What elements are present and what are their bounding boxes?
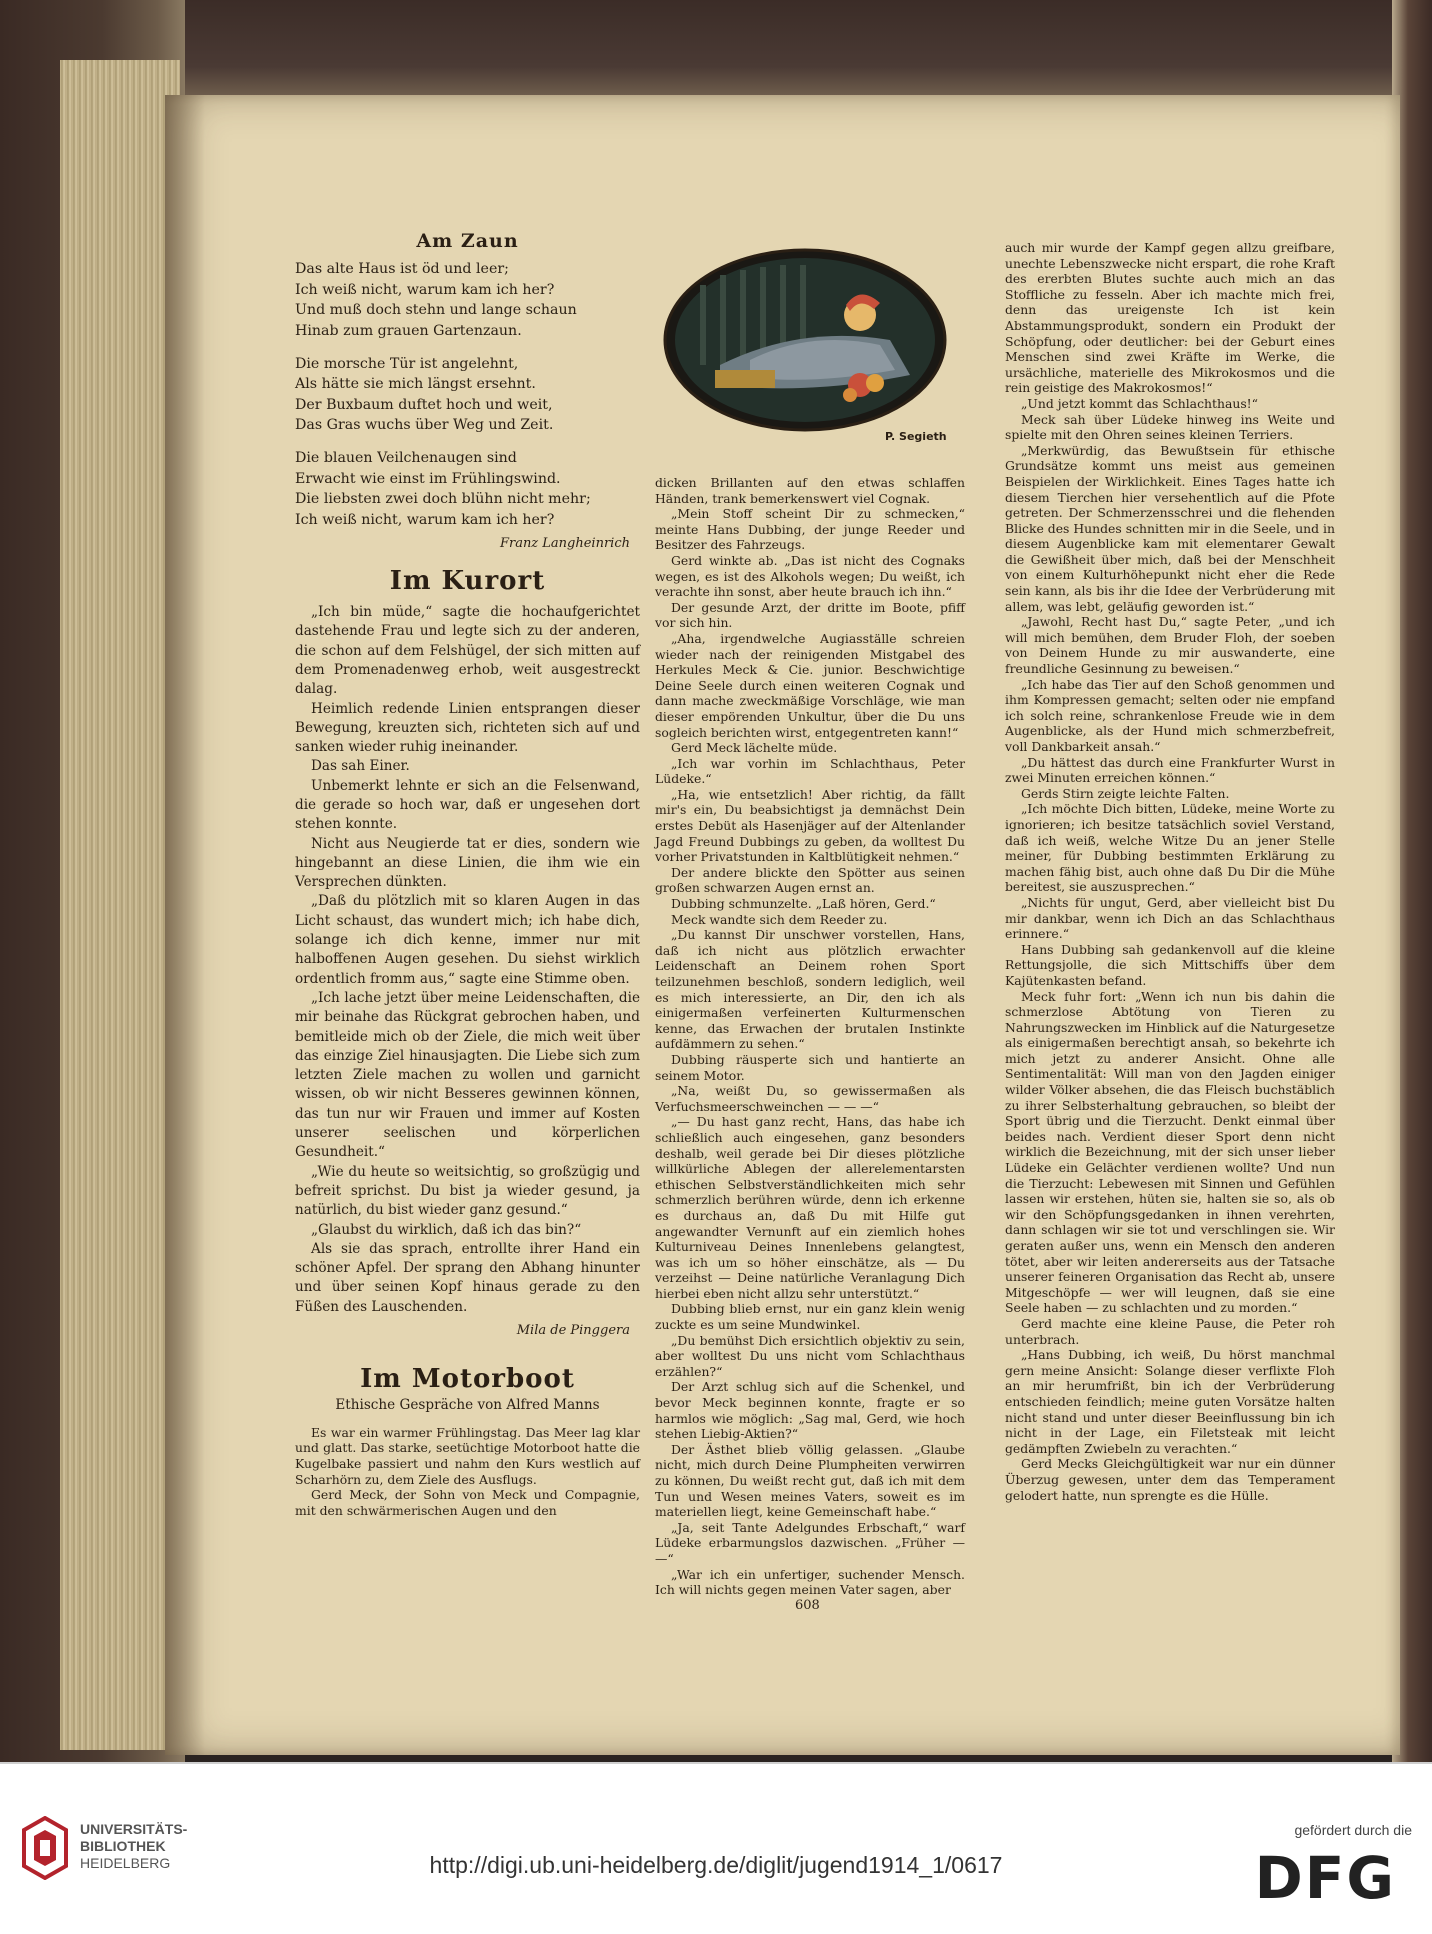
poem-stanza: [295, 259, 640, 341]
paragraph: Nicht aus Neugierde tat er dies, sondern wie hingebannt an diese Linien, die ihm wie ein Versprechen dünkten.: [295, 835, 640, 891]
left-column: [295, 232, 640, 1518]
paragraph: Der Ästhet blieb völlig gelassen. „Glaube nicht, mich durch Deine Plumpheiten verwirren zu können, Du weißt recht gut, daß ich mit dem Tun und Wesen meines Vaters, soweit es im materiellen liegt, keine Gemeinschaft habe.“: [655, 1441, 965, 1520]
paragraph: „Ich bin müde,“ sagte die hochaufgerichtet dastehende Frau und legte sich zu der anderen, die schon auf dem Felshügel, der sich mitten auf dem Promenadenweg erhob, weit ausgestreckt dalag.: [295, 604, 640, 698]
funded-by-text: gefördert durch die: [1294, 1822, 1412, 1838]
page-number: 608: [795, 1598, 820, 1613]
poem-line: Ich weiß nicht, warum kam ich her?: [295, 511, 555, 528]
paragraph: Hans Dubbing sah gedankenvoll auf die kleine Rettungsjolle, die sich Mittschiffs über dem Kajütenkasten befand.: [1005, 941, 1335, 988]
paragraph: „Hans Dubbing, ich weiß, Du hörst manchmal gern meine Ansicht: Solange dieser verflixte Floh an mir herumfrißt, bin ich der Verbrüderung entschieden feindlich; meine guten Vorsätze halten nicht stand und unter dieser Beeinflussung bin ich nicht in der Lage, ein Filetsteak mit leicht gedämpften Zwiebeln zu verachten.“: [1005, 1347, 1335, 1456]
paragraph: „Wie du heute so weitsichtig, so großzügig und befreit sprichst. Du bist ja wieder gesund, ja natürlich, du bist wieder ganz gesund.“: [295, 1163, 640, 1219]
poem-line: Als hätte sie mich längst ersehnt.: [295, 376, 536, 393]
paragraph: „Merkwürdig, das Bewußtsein für ethische Grundsätze kommt uns meist aus gemeinen Beispielen der Wirklichkeit. Eines Tages hatte ich diesem Tierchen hier versehentlich auf die Pfote getreten. Der Schmerzensschrei und die flehenden Blicke des Hundes schnitten mir in die Seele, und in diesem Augenblicke kam mit elementarer Gewalt die Gewißheit über mich, daß bei der Menschheit von einem Kulturhöhepunkt nicht eher die Rede sein kann, als bis ihr die Idee der Verbrüderung mit allem, was lebt, geläufig geworden ist.“: [1005, 442, 1335, 614]
motorboot-title: Im Motorboot: [360, 1364, 575, 1395]
paragraph: „Du hättest das durch eine Frankfurter Wurst in zwei Minuten erreichen können.“: [1005, 754, 1335, 786]
poem-line: Das Gras wuchs über Weg und Zeit.: [295, 417, 554, 434]
paragraph: Das sah Einer.: [311, 758, 410, 775]
paragraph: Der andere blickte den Spötter aus seinen großen schwarzen Augen ernst an.: [655, 864, 965, 896]
paragraph: „Jawohl, Recht hast Du,“ sagte Peter, „und ich will mich bemühen, dem Bruder Floh, der soeben von Deinem Hunde zu mir auswanderte, eine freundliche Gesinnung zu beweisen.“: [1005, 614, 1335, 677]
paragraph: Als sie das sprach, entrollte ihrer Hand ein schöner Apfel. Der sprang den Abhang hinunter und über seinen Kopf hinaus gerade zu den Füßen des Lauschenden.: [295, 1240, 640, 1315]
poem-stanza: [295, 354, 640, 436]
paragraph: dicken Brillanten auf den etwas schlaffen Händen, trank bemerkenswert viel Cognak.: [655, 475, 965, 506]
motorboot-text-col1: [295, 1425, 640, 1519]
poem-line: Ich weiß nicht, warum kam ich her?: [295, 281, 555, 298]
paragraph: „Glaubst du wirklich, daß ich das bin?“: [311, 1221, 582, 1238]
paragraph: Gerd Meck, der Sohn von Meck und Compagnie, mit den schwärmerischen Augen und den: [295, 1487, 640, 1518]
poem-am-zaun: [295, 232, 640, 554]
paragraph: „Ich war vorhin im Schlachthaus, Peter Lüdeke.“: [655, 755, 965, 787]
paragraph: Unbemerkt lehnte er sich an die Felsenwand, die gerade so hoch war, daß er ungesehen dort stehen konnte.: [295, 777, 640, 833]
motorboot-subtitle: Ethische Gespräche von Alfred Manns: [335, 1396, 600, 1413]
library-name-line: HEIDELBERG: [80, 1855, 171, 1871]
paragraph: „Ja, seit Tante Adelgundes Erbschaft,“ warf Lüdeke erbarmungslos dazwischen. „Früher — —“: [655, 1519, 965, 1566]
dfg-logo[interactable]: DFG: [1254, 1844, 1396, 1912]
kurort-author: Mila de Pinggera: [516, 1323, 630, 1338]
paragraph: „Ich lache jetzt über meine Leidenschaften, die mir beinahe das Rückgrat gebrochen haben, und bemitleide mich ob der Ziele, die mich weit über das einzige Ziel hinausjagten. Die Liebe sich zum letzten Ziele machen zu wollen und garnicht wissen, ob wir nicht Besseres gewinnen können, das tun nur wir Frauen und immer auf Kosten unserer seelischen und körperlichen Gesundheit.“: [295, 989, 640, 1161]
paragraph: Meck sah über Lüdeke hinweg ins Weite und spielte mit den Ohren seines kleinen Terriers.: [1005, 411, 1335, 443]
paragraph: Meck wandte sich dem Reeder zu.: [671, 911, 888, 927]
paragraph: „Und jetzt kommt das Schlachthaus!“: [1021, 395, 1258, 411]
paragraph: auch mir wurde der Kampf gegen allzu greifbare, unechte Lebenszwecke nicht erspart, die rohe Kraft des ererbten Blutes suchte auch mich an das Stoffliche zu fesseln. Aber ich machte mich frei, denn das ureigenste Ich ist kein Abstammungsprodukt, sondern ein Produkt der Schöpfung, oder deutlicher: bei der Geburt eines Menschen sind zwei Kräfte im Werke, die ursächliche, materielle des Mikrokosmos und die rein geistige des Makrokosmos!“: [1005, 240, 1335, 396]
paragraph: „Ich habe das Tier auf den Schoß genommen und ihm Kompressen gemacht; selten oder nie empfand ich solch reine, schrankenlose Freude wie in dem Augenblicke, als der Hund mich schmerzbefreit, voll Dankbarkeit ansah.“: [1005, 676, 1335, 754]
poem-line: Die morsche Tür ist angelehnt,: [295, 355, 519, 372]
paragraph: Gerd Meck lächelte müde.: [671, 740, 838, 756]
paragraph: Heimlich redende Linien entsprangen dieser Bewegung, kreuzten sich, richteten sich auf und sanken wieder ruhig ineinander.: [295, 700, 640, 756]
poem-line: Die liebsten zwei doch blühn nicht mehr;: [295, 491, 591, 508]
paragraph: „Na, weißt Du, so gewissermaßen als Verfuchsmeerschweinchen — — —“: [655, 1083, 965, 1114]
paragraph: „Aha, irgendwelche Augiasställe schreien wieder nach der reinigenden Mistgabel des Herkules Meck & Cie. junior. Beschwichtige Deine Seele durch einen weiteren Cognak und dann mache zweckmäßige Vorschläge, wie man dieser empörenden Unkultur, über die Du uns sogleich berichten wirst, entgegentreten kann!“: [655, 630, 965, 740]
paragraph: Gerd machte eine kleine Pause, die Peter roh unterbrach.: [1005, 1315, 1335, 1347]
kurort-text: [295, 603, 640, 1317]
poem-line: Der Buxbaum duftet hoch und weit,: [295, 396, 553, 413]
paragraph: „— Du hast ganz recht, Hans, das habe ich schließlich auch eingesehen, ganz besonders deshalb, weil gerade bei Dir dieses plötzliche willkürliche Ablegen der allerelementarsten ethischen Selbstverständlichkeiten mich sehr schmerzlich berühren würde, denn ich erkenne es durchaus an, daß Du mit Hilfe gut angewandter Vernunft auf ein ziemlich hohes Kulturniveau Deines Innenlebens gelangtest, was ich um so höher einschätze, als — Du verzeihst — Deine natürliche Veranlagung Dich hierbei eben nicht allzu sehr unterstützt.“: [655, 1114, 965, 1301]
paragraph: Dubbing schmunzelte. „Laß hören, Gerd.“: [671, 896, 936, 912]
paragraph: „Mein Stoff scheint Dir zu schmecken,“ meinte Hans Dubbing, der junge Reeder und Besitzer des Fahrzeugs.: [655, 506, 965, 553]
poem-title: Am Zaun: [416, 230, 519, 252]
kurort-title: Im Kurort: [389, 565, 546, 596]
paragraph: Es war ein warmer Frühlingstag. Das Meer lag klar und glatt. Das starke, seetüchtige Motorboot hatte die Kugelbake passiert und nahm den Kurs westlich auf Scharhörn zu, dem Ziele des Ausflugs.: [295, 1424, 640, 1487]
permalink-url[interactable]: http://digi.ub.uni-heidelberg.de/diglit/jugend1914_1/0617: [429, 1852, 1003, 1878]
paragraph: Dubbing räusperte sich und hantierte an seinem Motor.: [655, 1051, 965, 1083]
paragraph: „War ich ein unfertiger, suchender Mensch. Ich will nichts gegen meinen Vater sagen, aber: [655, 1566, 965, 1598]
oval-illustration: [660, 245, 950, 435]
paragraph: „Du kannst Dir unschwer vorstellen, Hans, daß ich nicht aus plötzlich erwachter Leidenschaft an Deinem rohen Sport teilzunehmen beschloß, sondern lediglich, weil es mich interessierte, an Dir, den ich als einigermaßen verfeinerten Kulturmenschen kenne, das Erwachen der brutalen Instinkte aufdämmern zu sehen.“: [655, 927, 965, 1052]
paragraph: „Du bemühst Dich ersichtlich objektiv zu sein, aber wolltest Du uns nicht vom Schlachthaus erzählen?“: [655, 1332, 965, 1379]
page-edges: [60, 60, 180, 1750]
paragraph: „Ich möchte Dich bitten, Lüdeke, meine Worte zu ignorieren; ich besitze tatsächlich soviel Verstand, daß ich weiß, welche Witze Du an jener Stelle meiner, für Dubbing bestimmten Erklärung zu machen fähig bist, auch ohne daß Du Dir die Mühe bereitest, sie auszusprechen.“: [1005, 801, 1335, 895]
paragraph: Der gesunde Arzt, der dritte im Boote, pfiff vor sich hin.: [655, 599, 965, 631]
poem-author: Franz Langheinrich: [499, 536, 630, 552]
paragraph: „Daß du plötzlich mit so klaren Augen in das Licht schaust, das wundert mich; ich habe dich, solange ich dich kenne, immer nur mit halboffenen Augen gesehen. Du siehst wirklich ordentlich fromm aus,“ sagte eine Stimme oben.: [295, 893, 640, 987]
illustration-credit: P. Segieth: [885, 430, 947, 443]
paragraph: Meck fuhr fort: „Wenn ich nun bis dahin die schmerzlose Abtötung von Tieren zu Nahrungszwecken im Hinblick auf die Naturgesetze als einigermaßen berechtigt ansah, so bekehrte ich mich jetzt zu anderer Ansicht. Ohne alle Sentimentalität: Will man von den Jagden einiger wilder Völker absehen, die das Fleisch buchstäblich zu ihrer Selbsterhaltung gebrauchen, so bleibt der Sport übrig und die Tierzucht. Denkt einmal über beides nach. Verdient dieser Sport denn nicht wirklich die Bezeichnung, mit der sich unser lieber Lüdeke ein Gelächter verdienen wollte? Und nun die Tierzucht: Lebewesen mit Sinnen und Gefühlen lassen wir erstehen, hüten sie, halten sie so, als ob wir den Schöpfungsgedanken in ihnen verehrten, dann schlagen wir sie tot und verschlingen sie. Wir geraten außer uns, wenn ein Mensch den anderen tötet, aber wir leiten andererseits aus der Tatsache unserer feineren Organisation das Recht ab, unsere Mitgeschöpfe — wer will leugnen, daß sie eine Seele haben — zu schlachten und zu morden.“: [1005, 988, 1335, 1316]
right-column: [1005, 240, 1335, 1503]
paragraph: Gerds Stirn zeigte leichte Falten.: [1021, 785, 1230, 801]
middle-column: [655, 475, 965, 1598]
library-name-line: BIBLIOTHEK: [80, 1838, 166, 1854]
paragraph: Gerd winkte ab. „Das ist nicht des Cognaks wegen, es ist des Alkohols wegen; Du weißt, ich verachte ihn sonst, aber heute brauch ich ihn.“: [655, 552, 965, 600]
poem-line: Das alte Haus ist öd und leer;: [295, 261, 509, 278]
paragraph: „Ha, wie entsetzlich! Aber richtig, da fällt mir's ein, Du beabsichtigst ja demnächst Dein erstes Debüt als Hasenjäger auf der Altenlander Jagd Freund Dubbings zu geben, da wolltest Du vorher Privatstunden in Kaltblütigkeit nehmen.“: [655, 786, 965, 865]
viewer-footer: [0, 1762, 1432, 1934]
paragraph: Dubbing blieb ernst, nur ein ganz klein wenig zuckte es um seine Mundwinkel.: [655, 1301, 965, 1333]
poem-line: Die blauen Veilchenaugen sind: [295, 450, 517, 467]
paragraph: Der Arzt schlug sich auf die Schenkel, und bevor Meck beginnen konnte, fragte er so harmlos wie möglich: „Sag mal, Gerd, wie hoch stehen Liebig-Aktien?“: [655, 1379, 965, 1442]
paragraph: Gerd Mecks Gleichgültigkeit war nur ein dünner Überzug gewesen, unter dem das Temperament gelodert hatte, nun sprengte es die Hülle.: [1005, 1456, 1335, 1503]
page-gutter-shadow: [165, 95, 205, 1755]
poem-line: Und muß doch stehn und lange schaun: [295, 302, 577, 319]
poem-line: Erwacht wie einst im Frühlingswind.: [295, 470, 561, 487]
library-name-line: UNIVERSITÄTS-: [80, 1821, 188, 1837]
paragraph: „Nichts für ungut, Gerd, aber vielleicht bist Du mir dankbar, wenn ich Dich an das Schlachthaus erinnere.“: [1005, 894, 1335, 942]
book-top-edge: [0, 0, 1432, 95]
poem-stanza: [295, 448, 640, 530]
poem-line: Hinab zum grauen Gartenzaun.: [295, 323, 522, 340]
